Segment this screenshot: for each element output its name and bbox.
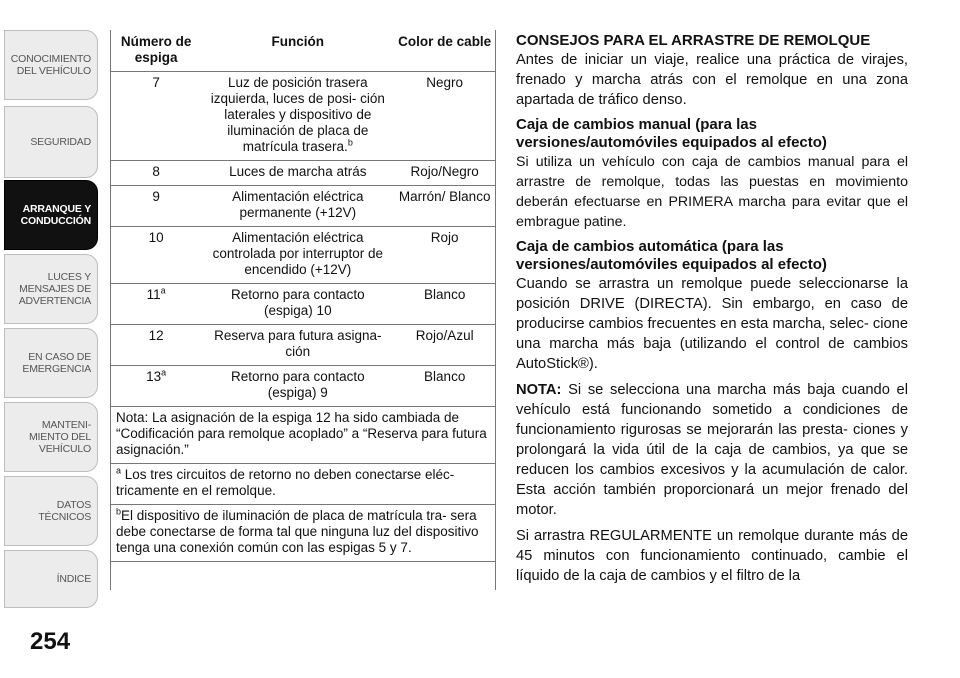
cell-function: Luz de posición trasera izquierda, luces de posi- ción laterales y dispositivo de iluminación de placa de matrícula trasera.$^b$ [202,72,394,161]
paragraph-regular-towing: Si arrastra REGULARMENTE un remolque durante más de 45 minutos con funcionamiento continuado, cambie el líquido de la caja de cambios y el filtro de la [516,528,908,584]
table-row [111,366,496,407]
cell-color: Blanco [394,284,496,325]
tab-emergencia[interactable]: EN CASO DE EMERGENCIA [4,328,98,398]
header-pin: Número de espiga [120,34,192,65]
cell-pin: 11$^a$ [111,284,202,325]
cell-pin: 9 [111,186,202,227]
header-function: Función [271,34,325,49]
table-note: Nota: La asignación de la espiga 12 ha sido cambiada de “Codificación para remolque acoplado” a “Reserva para futura asignación.” [111,407,496,464]
note-label: NOTA: [516,382,562,398]
cell-pin: 7 [111,72,202,161]
paragraph-automatic: Cuando se arrastra un remolque puede seleccionarse la posición DRIVE (DIRECTA). Sin embargo, en caso de producirse cambios frecuentes en esta marcha, selec- cione una marcha más baja (utilizando el control de cambios AutoStick®). [516,276,908,372]
footnote-b: $^b$El dispositivo de iluminación de placa de matrícula tra- sera debe conectarse de forma tal que ninguna luz del dispositivo tenga una conexión común con las espigas 5 y 7. [111,505,496,562]
cell-function: Retorno para contacto (espiga) 9 [202,366,394,407]
cell-pin: 12 [111,325,202,366]
paragraph-intro: Antes de iniciar un viaje, realice una práctica de virajes, frenado y marcha atrás con el remolque en una zona apartada de tráfico denso. [516,52,908,108]
main-text [516,32,908,592]
cell-function: Retorno para contacto (espiga) 10 [202,284,394,325]
header-color: Color de cable [398,34,492,49]
cell-pin: 10 [111,227,202,284]
tab-arranque[interactable]: ARRANQUE Y CONDUCCIÓN [4,180,98,250]
tab-seguridad[interactable]: SEGURIDAD [4,106,98,178]
table-row [111,325,496,366]
table-row [111,284,496,325]
cell-pin: 8 [111,161,202,186]
cell-color: Negro [394,72,496,161]
cell-color: Rojo [394,227,496,284]
note-paragraph: NOTA: Si se selecciona una marcha más baja cuando el vehículo está funcionando sometido a condiciones de funcionamiento rigurosas se mejorarán las presta- ciones y prolongará la vida útil de la caja de cambios, ya que se reducen los cambios excesivos y la acumulación de calor. Esta acción también proporcionará un mejor frenado del motor. [516,382,908,518]
table-row [111,186,496,227]
paragraph-manual: Si utiliza un vehículo con caja de cambios manual para el arrastre de remolque, todas las puestas en movimiento deberán efectuarse en PRIMERA marcha para evitar que el embrague patine. [516,154,908,230]
tab-mantenimiento[interactable]: MANTENI- MIENTO DEL VEHÍCULO [4,402,98,472]
tab-luces[interactable]: LUCES Y MENSAJES DE ADVERTENCIA [4,254,98,324]
heading-automatic-transmission: Caja de cambios automática (para las versiones/automóviles equipados al efecto) [516,238,827,273]
cell-color: Marrón/ Blanco [394,186,496,227]
cell-pin: 13$^a$ [111,366,202,407]
pin-table [110,30,496,562]
cell-color: Rojo/Azul [394,325,496,366]
tab-conocimiento[interactable]: CONOCIMIENTO DEL VEHÍCULO [4,30,98,100]
heading-manual-transmission: Caja de cambios manual (para las versiones/automóviles equipados al efecto) [516,116,827,151]
table-row [111,161,496,186]
heading-towing-tips: CONSEJOS PARA EL ARRASTRE DE REMOLQUE [516,32,871,49]
footnote-a: $^a$ Los tres circuitos de retorno no deben conectarse eléc- tricamente en el remolque. [111,464,496,505]
cell-color: Rojo/Negro [394,161,496,186]
table-row [111,227,496,284]
cell-function: Alimentación eléctrica controlada por interruptor de encendido (+12V) [202,227,394,284]
page-number: 254 [30,628,71,655]
chapter-tabs [0,0,100,678]
cell-color: Blanco [394,366,496,407]
cell-function: Luces de marcha atrás [202,161,394,186]
tab-indice[interactable]: ÍNDICE [4,550,98,608]
cell-function: Alimentación eléctrica permanente (+12V) [202,186,394,227]
tab-datos[interactable]: DATOS TÉCNICOS [4,476,98,546]
table-row [111,72,496,161]
cell-function: Reserva para futura asigna- ción [202,325,394,366]
